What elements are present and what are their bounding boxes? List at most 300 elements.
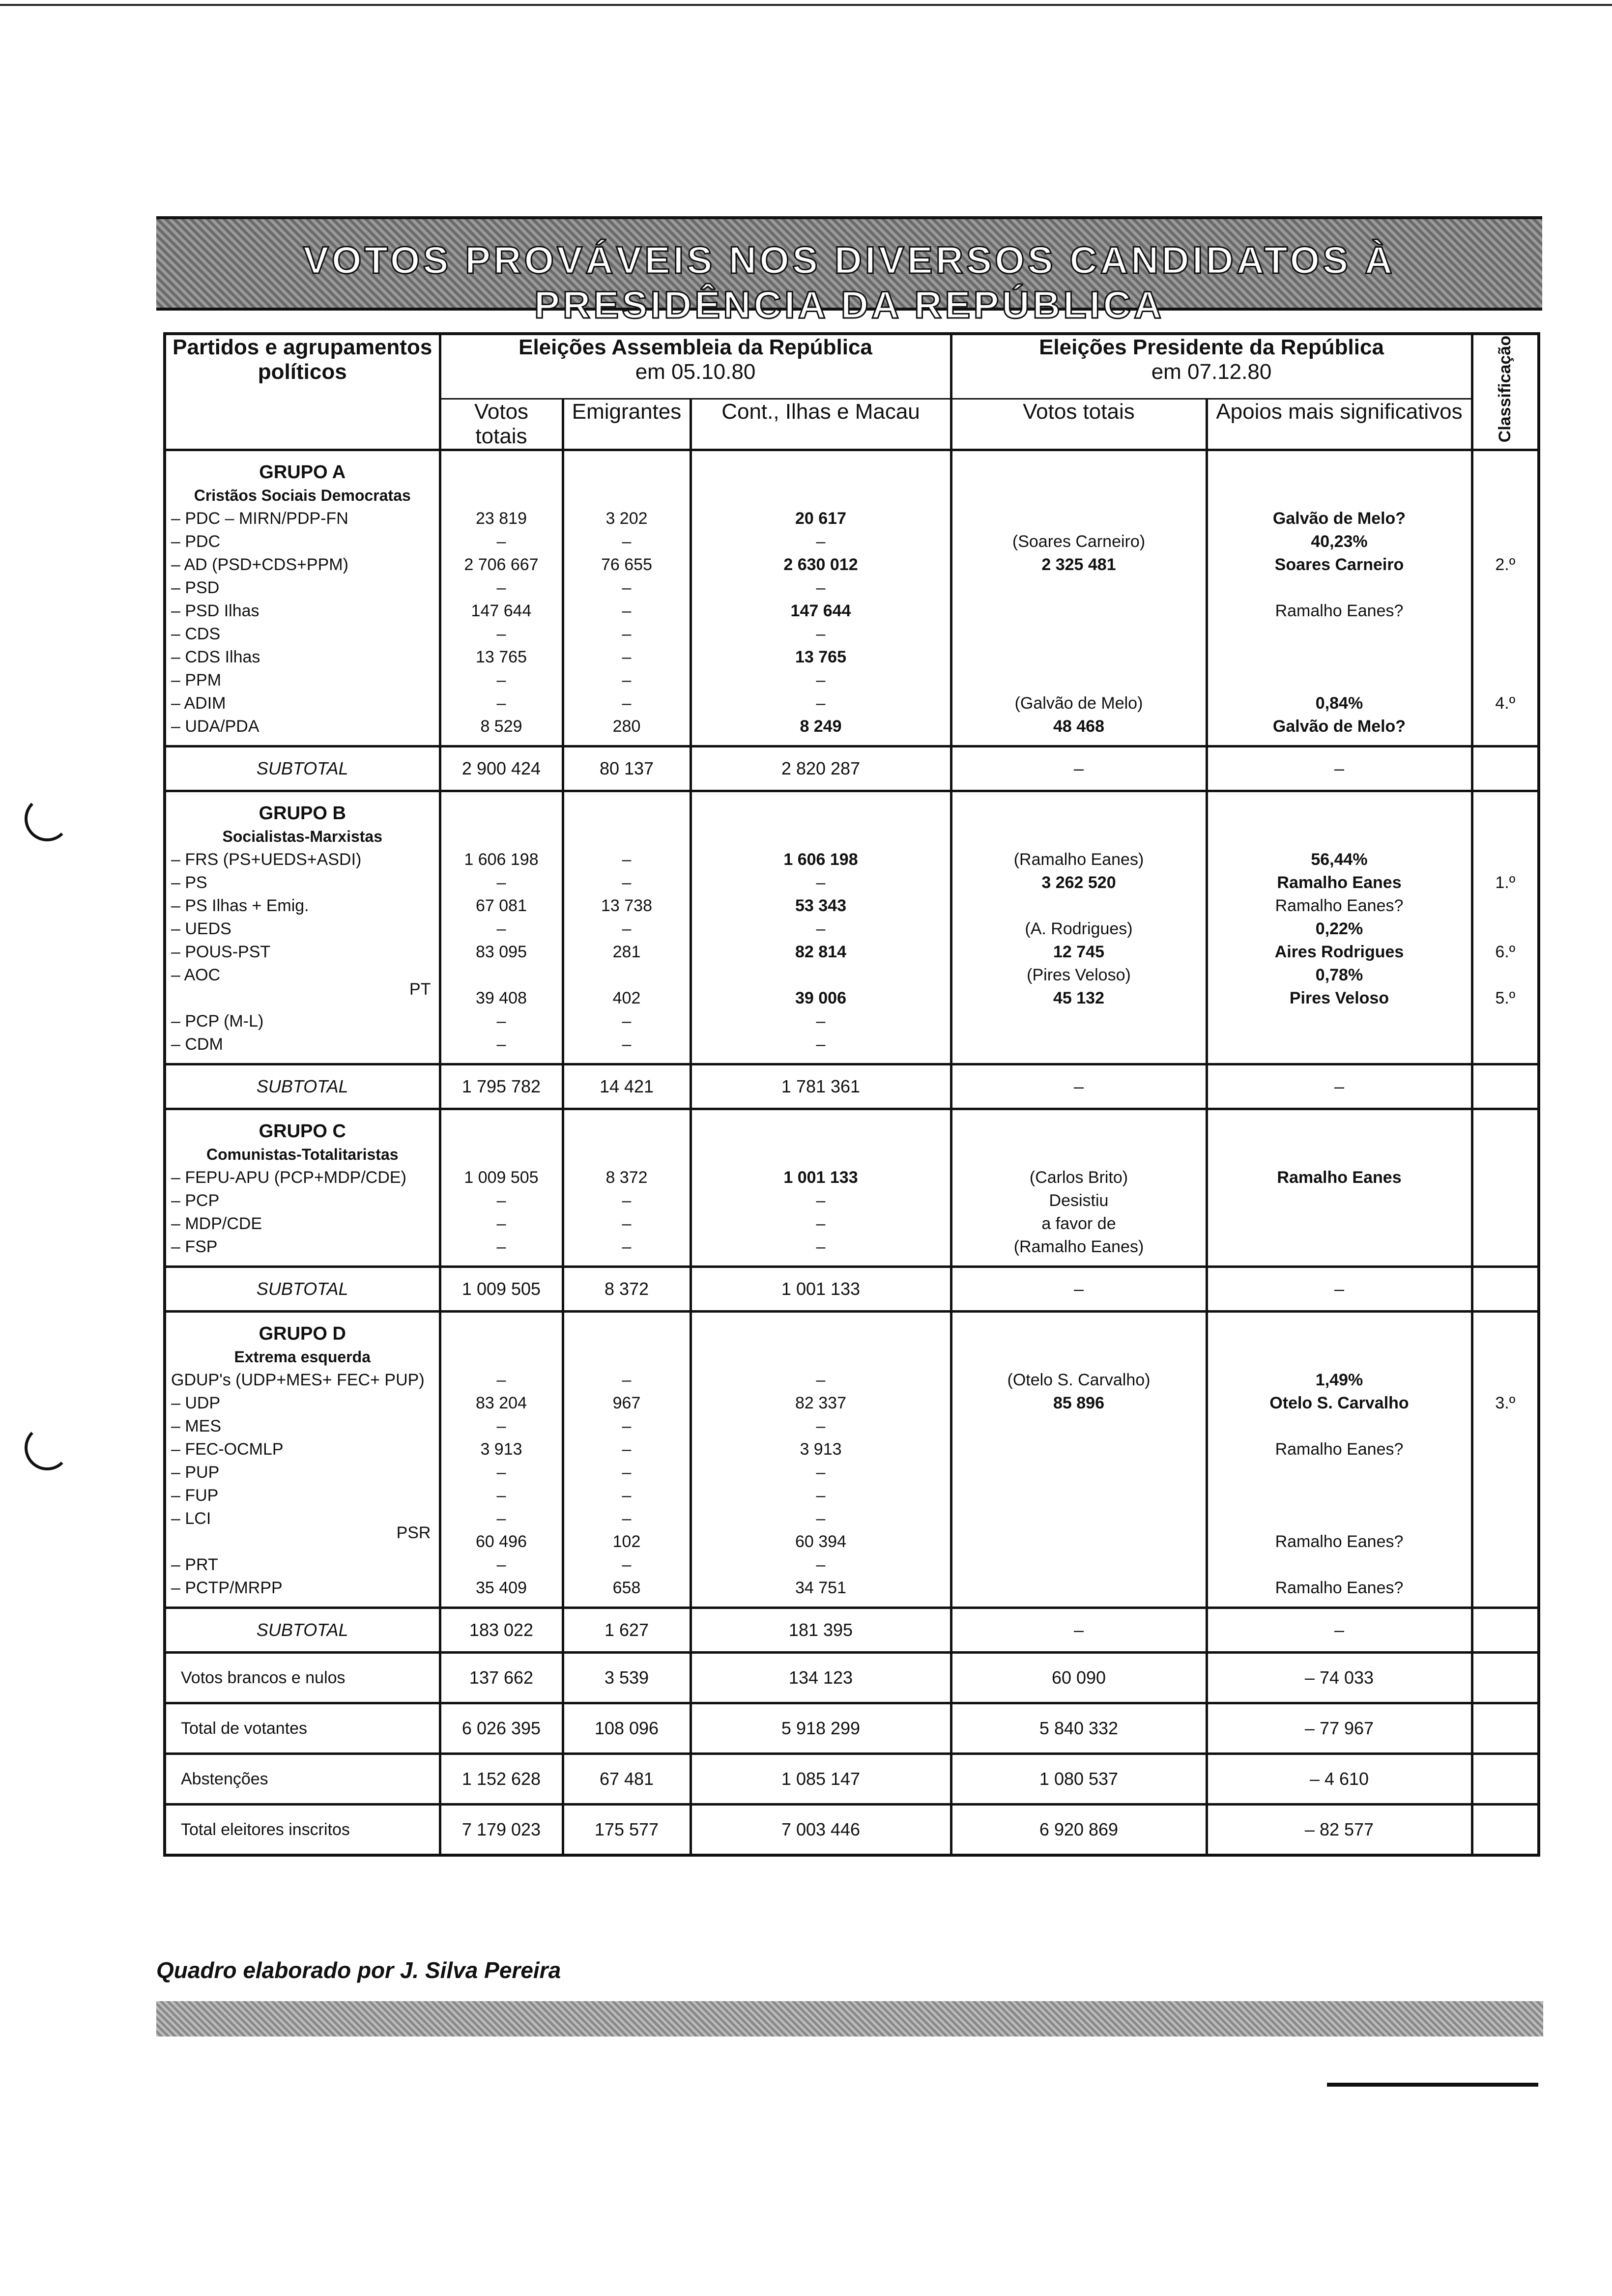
row-party: – MDP/CDE bbox=[171, 1214, 262, 1233]
row-cont: – bbox=[816, 1555, 826, 1574]
classificacao-header: Classificação bbox=[1472, 334, 1539, 450]
group-cell-cont bbox=[691, 791, 951, 1064]
row-pres bbox=[957, 894, 1201, 918]
row-cls: 5.º bbox=[1495, 989, 1516, 1007]
spacer bbox=[1213, 802, 1466, 825]
row-cont: – bbox=[816, 1417, 826, 1435]
total-apoio: – 74 033 bbox=[1207, 1653, 1472, 1703]
spacer bbox=[957, 1346, 1201, 1369]
row-pres bbox=[957, 1507, 1201, 1530]
row-emig: – bbox=[622, 1440, 632, 1459]
spacer bbox=[569, 825, 685, 848]
row-pres bbox=[957, 507, 1201, 530]
row-cls bbox=[1478, 1438, 1533, 1461]
row-emig: – bbox=[622, 625, 632, 643]
spacer bbox=[569, 1143, 685, 1166]
group-cell-apoio bbox=[1207, 1109, 1472, 1267]
row-pres: (Ramalho Eanes) bbox=[1013, 1237, 1144, 1256]
row-apoio bbox=[1213, 1484, 1466, 1507]
row-apoio: Ramalho Eanes? bbox=[1275, 1578, 1404, 1597]
row-cont: 8 249 bbox=[800, 717, 842, 736]
total-apoio: – 4 610 bbox=[1207, 1754, 1472, 1805]
row-apoio bbox=[1213, 1553, 1466, 1577]
row-total: – bbox=[496, 1191, 506, 1210]
col-apoios: Apoios mais significativos bbox=[1207, 399, 1472, 450]
spacer bbox=[697, 461, 945, 484]
row-emig: – bbox=[622, 1463, 632, 1482]
spacer bbox=[1478, 1143, 1533, 1166]
row-party: – MES bbox=[171, 1417, 222, 1435]
row-emig: – bbox=[622, 1371, 632, 1389]
row-cont: – bbox=[816, 1237, 826, 1256]
group-cell-apoio bbox=[1207, 791, 1472, 1064]
spacer bbox=[957, 802, 1201, 825]
row-cls bbox=[1478, 1484, 1533, 1507]
group-block bbox=[165, 1109, 1539, 1267]
spacer bbox=[697, 1346, 945, 1369]
row-pres: (Galvão de Melo) bbox=[1014, 694, 1143, 713]
subtotal-emig: 8 372 bbox=[563, 1267, 691, 1312]
subtotal-row bbox=[165, 1064, 1539, 1109]
row-pres bbox=[957, 600, 1201, 623]
row-apoio bbox=[1213, 646, 1466, 669]
subtotal-cont: 2 820 287 bbox=[691, 746, 951, 791]
row-emig: 658 bbox=[612, 1578, 641, 1597]
row-total: – bbox=[496, 1417, 506, 1435]
subtotal-cont: 181 395 bbox=[691, 1608, 951, 1653]
row-cls bbox=[1478, 1235, 1533, 1259]
row-apoio bbox=[1213, 1507, 1466, 1530]
row-emig: – bbox=[622, 602, 632, 620]
row-emig: – bbox=[622, 1035, 632, 1054]
spacer bbox=[446, 1346, 557, 1369]
row-party: – FUP bbox=[171, 1486, 219, 1505]
row-total: 13 765 bbox=[476, 648, 527, 666]
row-party: – PPM bbox=[171, 671, 222, 689]
row-apoio: 1,49% bbox=[1315, 1371, 1363, 1389]
row-party: – CDM bbox=[171, 1035, 223, 1054]
row-pres bbox=[957, 623, 1201, 646]
row-emig: – bbox=[622, 1012, 632, 1031]
row-cls bbox=[1478, 964, 1533, 987]
row-cont: – bbox=[816, 578, 826, 597]
row-total: 39 408 bbox=[476, 989, 527, 1007]
row-total: 1 009 505 bbox=[464, 1168, 539, 1187]
group-cell-emig bbox=[563, 1312, 691, 1608]
row-party: – PSD Ilhas bbox=[171, 602, 259, 620]
total-cont: 134 123 bbox=[691, 1653, 951, 1703]
row-cls bbox=[1478, 1189, 1533, 1212]
binder-hole-mark bbox=[25, 796, 70, 841]
spacer bbox=[569, 1346, 685, 1369]
row-pres bbox=[957, 1553, 1201, 1577]
row-apoio bbox=[1213, 669, 1466, 692]
row-pres bbox=[957, 1010, 1201, 1033]
col-cont-ilhas-macau: Cont., Ilhas e Macau bbox=[691, 399, 951, 450]
row-cont: – bbox=[816, 1509, 826, 1528]
row-total: 67 081 bbox=[476, 896, 527, 915]
row-cls bbox=[1478, 530, 1533, 553]
row-cls bbox=[1478, 669, 1533, 692]
row-emig: – bbox=[622, 873, 632, 892]
row-cls bbox=[1478, 1530, 1533, 1553]
row-pres bbox=[957, 646, 1201, 669]
row-party: – PUP bbox=[171, 1463, 220, 1482]
total-label: Abstenções bbox=[165, 1754, 440, 1805]
group-cell-apoio bbox=[1207, 450, 1472, 746]
group-subtitle: Cristãos Sociais Democratas bbox=[194, 487, 411, 504]
bottom-rule bbox=[1327, 2083, 1538, 2087]
row-emig: – bbox=[622, 1214, 632, 1233]
assembly-header: Eleições Assembleia da República em 05.10.80 bbox=[440, 334, 951, 399]
row-cls: 4.º bbox=[1495, 694, 1516, 713]
row-apoio bbox=[1213, 1461, 1466, 1484]
row-cont: 3 913 bbox=[800, 1440, 842, 1459]
group-block bbox=[165, 791, 1539, 1064]
row-pres bbox=[957, 669, 1201, 692]
group-cell-emig bbox=[563, 450, 691, 746]
row-total bbox=[446, 964, 557, 987]
row-cont: – bbox=[816, 694, 826, 713]
row-pres bbox=[957, 1033, 1201, 1056]
spacer bbox=[446, 484, 557, 507]
spacer bbox=[569, 461, 685, 484]
row-cls: 1.º bbox=[1495, 873, 1516, 892]
row-apoio: Pires Veloso bbox=[1289, 989, 1389, 1007]
row-total: – bbox=[496, 671, 506, 689]
row-total: 23 819 bbox=[476, 509, 527, 528]
row-total: – bbox=[496, 1371, 506, 1389]
spacer bbox=[569, 484, 685, 507]
row-cls bbox=[1478, 576, 1533, 600]
spacer bbox=[569, 802, 685, 825]
subtotal-label: SUBTOTAL bbox=[165, 1064, 440, 1109]
group-title: GRUPO D bbox=[259, 1323, 346, 1344]
row-pres bbox=[957, 1461, 1201, 1484]
subtotal-total: 1 009 505 bbox=[440, 1267, 563, 1312]
col-pres-votos-totais: Votos totais bbox=[951, 399, 1207, 450]
row-pres: Desistiu bbox=[1049, 1191, 1109, 1210]
subtotal-label: SUBTOTAL bbox=[165, 1267, 440, 1312]
row-apoio: 0,78% bbox=[1315, 966, 1363, 984]
total-pres: 5 840 332 bbox=[951, 1703, 1207, 1754]
row-total: 35 409 bbox=[476, 1578, 527, 1597]
row-cls bbox=[1478, 1553, 1533, 1577]
spacer bbox=[1478, 802, 1533, 825]
party-header: Partidos e agrupamentos políticos bbox=[165, 334, 440, 450]
total-cls bbox=[1472, 1805, 1539, 1856]
row-party: – PCTP/MRPP bbox=[171, 1578, 283, 1597]
spacer bbox=[1213, 1143, 1466, 1166]
total-cls bbox=[1472, 1653, 1539, 1703]
row-cont: 2 630 012 bbox=[783, 555, 858, 574]
row-cont: – bbox=[816, 873, 826, 892]
row-party: – PS bbox=[171, 873, 207, 892]
document-title: VOTOS PROVÁVEIS NOS DIVERSOS CANDIDATOS À PRESIDÊNCIA DA REPÚBLICA bbox=[303, 238, 1396, 326]
row-apoio: Galvão de Melo? bbox=[1272, 509, 1406, 528]
row-total: – bbox=[496, 1555, 506, 1574]
group-title: GRUPO C bbox=[259, 1121, 346, 1142]
subtotal-row bbox=[165, 1267, 1539, 1312]
row-apoio: 56,44% bbox=[1311, 850, 1368, 869]
row-cont: – bbox=[816, 1371, 826, 1389]
bottom-strip bbox=[156, 2001, 1543, 2037]
top-rule bbox=[0, 4, 1612, 6]
subtotal-total: 1 795 782 bbox=[440, 1064, 563, 1109]
row-total: 147 644 bbox=[471, 602, 532, 620]
group-cell-party: GRUPO D Extrema esquerda GDUP's (UDP+MES+ FEC+ PUP) – UDP – MES – FEC-OCMLP – PUP – FUP – LCI – PRT – PCTP/MRPP PSR bbox=[165, 1312, 440, 1608]
row-total: 3 913 bbox=[480, 1440, 522, 1459]
group-title: GRUPO A bbox=[259, 462, 346, 483]
group-cell-cont bbox=[691, 1109, 951, 1267]
row-cls: 6.º bbox=[1495, 943, 1516, 961]
row-emig: – bbox=[622, 850, 632, 869]
subtotal-pres: – bbox=[951, 1608, 1207, 1653]
row-party: – FSP bbox=[171, 1237, 218, 1256]
row-cont: 53 343 bbox=[795, 896, 846, 915]
row-apoio: Ramalho Eanes? bbox=[1275, 602, 1404, 620]
row-cls bbox=[1478, 600, 1533, 623]
row-pres bbox=[957, 1530, 1201, 1553]
spacer bbox=[446, 461, 557, 484]
row-emig: – bbox=[622, 532, 632, 551]
row-total: – bbox=[496, 1237, 506, 1256]
total-emig: 67 481 bbox=[563, 1754, 691, 1805]
row-emig: 280 bbox=[612, 717, 641, 736]
spacer bbox=[569, 1322, 685, 1346]
row-party: – AOC bbox=[171, 966, 221, 984]
group-cell-cls bbox=[1472, 450, 1539, 746]
row-cls bbox=[1478, 1369, 1533, 1392]
row-emig: – bbox=[622, 1486, 632, 1505]
row-party: – PDC – MIRN/PDP-FN bbox=[171, 509, 348, 528]
row-cls bbox=[1478, 715, 1533, 738]
subtotal-total: 183 022 bbox=[440, 1608, 563, 1653]
votes-table bbox=[163, 332, 1540, 1857]
row-total: – bbox=[496, 1486, 506, 1505]
subtotal-cont: 1 781 361 bbox=[691, 1064, 951, 1109]
row-apoio bbox=[1213, 1189, 1466, 1212]
row-cont: 39 006 bbox=[795, 989, 846, 1007]
spacer bbox=[446, 1143, 557, 1166]
row-party: – PCP (M-L) bbox=[171, 1012, 264, 1031]
row-emig: 102 bbox=[612, 1532, 641, 1551]
row-pres bbox=[957, 1438, 1201, 1461]
subtotal-emig: 1 627 bbox=[563, 1608, 691, 1653]
row-total: 60 496 bbox=[476, 1532, 527, 1551]
row-total: – bbox=[496, 625, 506, 643]
row-apoio bbox=[1213, 576, 1466, 600]
total-row bbox=[165, 1754, 1539, 1805]
total-row bbox=[165, 1703, 1539, 1754]
row-emig: – bbox=[622, 1555, 632, 1574]
subtotal-cls bbox=[1472, 1267, 1539, 1312]
row-emig: – bbox=[622, 648, 632, 666]
total-pres: 1 080 537 bbox=[951, 1754, 1207, 1805]
subtotal-pres: – bbox=[951, 1267, 1207, 1312]
spacer bbox=[957, 1322, 1201, 1346]
row-pres bbox=[957, 1484, 1201, 1507]
row-cont: 34 751 bbox=[795, 1578, 846, 1597]
spacer bbox=[697, 825, 945, 848]
row-emig: – bbox=[622, 1237, 632, 1256]
subtotal-apoio: – bbox=[1207, 746, 1472, 791]
total-pres: 60 090 bbox=[951, 1653, 1207, 1703]
spacer bbox=[697, 1322, 945, 1346]
group-cell-emig bbox=[563, 1109, 691, 1267]
total-total: 137 662 bbox=[440, 1653, 563, 1703]
group-cell-pres bbox=[951, 450, 1207, 746]
group-cell-party bbox=[165, 450, 440, 746]
spacer bbox=[1213, 825, 1466, 848]
total-total: 6 026 395 bbox=[440, 1703, 563, 1754]
row-pres: (Otelo S. Carvalho) bbox=[1007, 1371, 1151, 1389]
group-cell-total bbox=[440, 1312, 563, 1608]
row-cont: 1 001 133 bbox=[783, 1168, 858, 1187]
row-pres: (Ramalho Eanes) bbox=[1013, 850, 1144, 869]
total-apoio: – 77 967 bbox=[1207, 1703, 1472, 1754]
spacer bbox=[1213, 1120, 1466, 1143]
row-party: – POUS-PST bbox=[171, 943, 271, 961]
row-cls bbox=[1478, 1212, 1533, 1235]
spacer bbox=[697, 802, 945, 825]
spacer bbox=[1478, 1322, 1533, 1346]
row-party: – FEPU-APU (PCP+MDP/CDE) bbox=[171, 1168, 406, 1187]
total-total: 7 179 023 bbox=[440, 1805, 563, 1856]
row-cont: 13 765 bbox=[795, 648, 846, 666]
row-apoio bbox=[1213, 1235, 1466, 1259]
spacer bbox=[1213, 461, 1466, 484]
spacer bbox=[697, 1120, 945, 1143]
row-cont: 82 814 bbox=[795, 943, 846, 961]
row-emig: 3 202 bbox=[605, 509, 648, 528]
row-pres: (A. Rodrigues) bbox=[1025, 919, 1133, 938]
subtotal-row bbox=[165, 1608, 1539, 1653]
total-cont: 7 003 446 bbox=[691, 1805, 951, 1856]
row-emig: – bbox=[622, 1417, 632, 1435]
row-pres bbox=[957, 1415, 1201, 1438]
spacer bbox=[1213, 1322, 1466, 1346]
group-cell-pres bbox=[951, 1312, 1207, 1608]
subtotal-label: SUBTOTAL bbox=[165, 746, 440, 791]
total-cont: 5 918 299 bbox=[691, 1703, 951, 1754]
title-banner bbox=[156, 216, 1542, 326]
group-subtitle: Extrema esquerda bbox=[234, 1348, 371, 1366]
spacer bbox=[1478, 461, 1533, 484]
row-apoio: Ramalho Eanes? bbox=[1275, 1532, 1404, 1551]
group-block bbox=[165, 450, 1539, 746]
total-row bbox=[165, 1653, 1539, 1703]
row-emig: – bbox=[622, 578, 632, 597]
spacer bbox=[446, 1322, 557, 1346]
row-emig: 8 372 bbox=[605, 1168, 648, 1187]
total-label: Total de votantes bbox=[165, 1703, 440, 1754]
row-cls bbox=[1478, 848, 1533, 871]
row-apoio: Soares Carneiro bbox=[1274, 555, 1404, 574]
subtotal-cls bbox=[1472, 1064, 1539, 1109]
spacer bbox=[957, 484, 1201, 507]
subtotal-row bbox=[165, 746, 1539, 791]
row-cont: – bbox=[816, 1191, 826, 1210]
row-party: – CDS Ilhas bbox=[171, 648, 260, 666]
row-apoio bbox=[1213, 1033, 1466, 1056]
row-pres bbox=[957, 1577, 1201, 1600]
row-pres: (Pires Veloso) bbox=[1027, 966, 1131, 984]
row-cont: 82 337 bbox=[795, 1394, 846, 1412]
row-emig: 76 655 bbox=[601, 555, 652, 574]
subtotal-cls bbox=[1472, 746, 1539, 791]
row-cls bbox=[1478, 1166, 1533, 1189]
row-cont: – bbox=[816, 1214, 826, 1233]
row-cont: – bbox=[816, 532, 826, 551]
row-cls bbox=[1478, 894, 1533, 918]
row-cls bbox=[1478, 623, 1533, 646]
row-cls bbox=[1478, 918, 1533, 941]
row-emig: – bbox=[622, 694, 632, 713]
row-total: – bbox=[496, 532, 506, 551]
row-apoio: Ramalho Eanes bbox=[1277, 1168, 1402, 1187]
row-cls bbox=[1478, 1415, 1533, 1438]
row-cont: – bbox=[816, 1035, 826, 1054]
row-party bbox=[171, 987, 434, 1010]
row-party: – UDA/PDA bbox=[171, 717, 259, 736]
row-pres: (Soares Carneiro) bbox=[1012, 532, 1146, 551]
row-cont: 60 394 bbox=[795, 1532, 846, 1551]
row-total: – bbox=[496, 1509, 506, 1528]
subtotal-pres: – bbox=[951, 746, 1207, 791]
total-cls bbox=[1472, 1754, 1539, 1805]
spacer bbox=[957, 461, 1201, 484]
row-total: – bbox=[496, 1214, 506, 1233]
row-pres bbox=[957, 576, 1201, 600]
spacer bbox=[446, 825, 557, 848]
row-emig: – bbox=[622, 1509, 632, 1528]
group-cell-total bbox=[440, 791, 563, 1064]
row-emig bbox=[569, 964, 685, 987]
row-party: – PCP bbox=[171, 1191, 220, 1210]
group-cell-pres bbox=[951, 1109, 1207, 1267]
row-party: – ADIM bbox=[171, 694, 226, 713]
row-party: – UEDS bbox=[171, 919, 231, 938]
group-cell-apoio bbox=[1207, 1312, 1472, 1608]
group-cell-party: GRUPO B Socialistas-Marxistas – FRS (PS+UEDS+ASDI) – PS – PS Ilhas + Emig. – UEDS – POUS-PST – AOC – PCP (M-L) – CDM PT bbox=[165, 791, 440, 1064]
total-row bbox=[165, 1805, 1539, 1856]
row-total: – bbox=[496, 1035, 506, 1054]
row-party: – LCI bbox=[171, 1509, 211, 1528]
row-pres: 12 745 bbox=[1053, 943, 1104, 961]
subtotal-emig: 14 421 bbox=[563, 1064, 691, 1109]
row-cls bbox=[1478, 1507, 1533, 1530]
row-cls: 3.º bbox=[1495, 1394, 1516, 1412]
row-total: 83 095 bbox=[476, 943, 527, 961]
row-apoio: 0,84% bbox=[1315, 694, 1363, 713]
subtotal-apoio: – bbox=[1207, 1267, 1472, 1312]
spacer bbox=[1478, 825, 1533, 848]
row-party: GDUP's (UDP+MES+ FEC+ PUP) bbox=[171, 1371, 425, 1389]
subtotal-total: 2 900 424 bbox=[440, 746, 563, 791]
total-label: Votos brancos e nulos bbox=[165, 1653, 440, 1703]
subtotal-cls bbox=[1472, 1608, 1539, 1653]
spacer bbox=[446, 802, 557, 825]
total-cls bbox=[1472, 1703, 1539, 1754]
total-label: Total eleitores inscritos bbox=[165, 1805, 440, 1856]
spacer bbox=[446, 1120, 557, 1143]
row-emig: 281 bbox=[612, 943, 641, 961]
row-party: – PSD bbox=[171, 578, 220, 597]
subtotal-cont: 1 001 133 bbox=[691, 1267, 951, 1312]
row-cont: 1 606 198 bbox=[783, 850, 858, 869]
row-pres: a favor de bbox=[1041, 1214, 1116, 1233]
